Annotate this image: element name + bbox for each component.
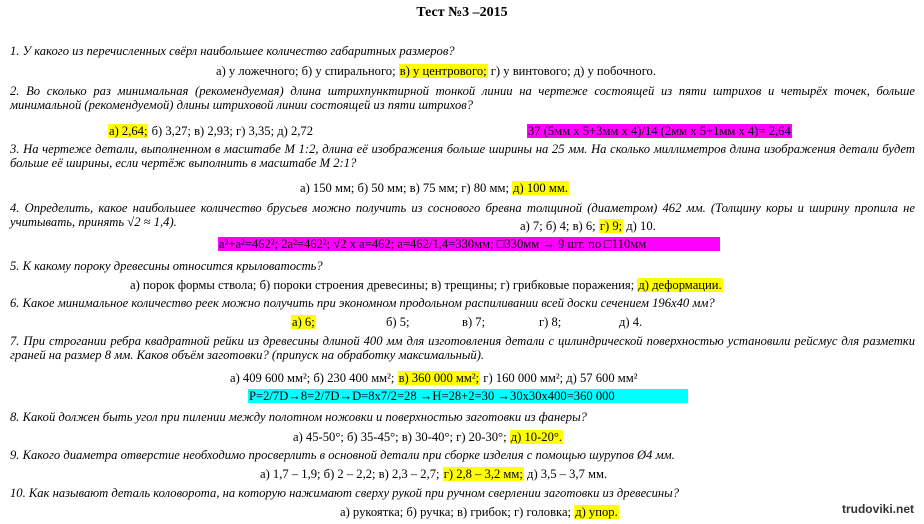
answers-5 bbox=[130, 278, 723, 292]
test-title: Тест №3 –2015 bbox=[416, 5, 508, 20]
question-10: 10. Как называют деталь коловорота, на которую нажимают сверху рукой при ручном сверлении заготовки из древесины? bbox=[10, 486, 680, 500]
answer-options: б) 3,27; в) 2,93; г) 3,35; д) 2,72 bbox=[148, 124, 314, 138]
solution-note: P=2/7D→8=2/7D→D=8x7/2=28 →H=28+2=30 →30x30x400=360 000 bbox=[248, 389, 688, 403]
solution-note: a²+a²=462²; 2a²=462²; √2 x a=462; a=462/1,4=330мм; □330мм → 9 шт. по □110мм bbox=[218, 237, 720, 251]
answer-option-d: г) 8; bbox=[539, 315, 562, 329]
correct-answer: д) упор. bbox=[575, 505, 618, 519]
correct-answer: д) 10-20°. bbox=[510, 430, 563, 444]
answer-options: а) рукоятка; б) ручка; в) грибок; г) головка; bbox=[340, 505, 575, 519]
correct-answer: д) деформации. bbox=[638, 278, 722, 292]
correct-answer: г) 2,8 – 3,2 мм; bbox=[443, 467, 523, 481]
answer-option-c: в) 7; bbox=[462, 315, 486, 329]
solution-note: 37 (5мм х 5+3мм х 4)/14 (2мм х 5+1мм х 4)= 2,64 bbox=[528, 124, 791, 138]
correct-answer: в) 360 000 мм²; bbox=[398, 371, 480, 385]
answers-7 bbox=[230, 371, 638, 385]
answers-4 bbox=[520, 219, 656, 233]
answers-3 bbox=[300, 181, 569, 195]
correct-answer: а) 2,64; bbox=[109, 124, 148, 138]
question-1: 1. У какого из перечисленных свёрл наибольшее количество габаритных размеров? bbox=[10, 44, 455, 58]
answer-options: а) 409 600 мм²; б) 230 400 мм²; bbox=[230, 371, 398, 385]
correct-answer: г) 9; bbox=[599, 219, 623, 233]
question-6: 6. Какое минимальное количество реек можно получить при экономном продольном распиливании всей доски сечением 196x40 мм? bbox=[10, 296, 715, 310]
correct-answer: а) 6; bbox=[292, 315, 315, 329]
answer-options: г) у винтового; д) у побочного. bbox=[487, 64, 657, 78]
watermark: trudoviki.net bbox=[841, 502, 914, 516]
question-7: 7. При строгании ребра квадратной рейки из древесины длиной 400 мм для изготовления детали с цилиндрической поверхностью установили рейсмус для разметки граней на размер 8 мм. Каков объём заготовки? (припуск на обработку максимальный). bbox=[10, 334, 915, 362]
answer-options: а) 7; б) 4; в) 6; bbox=[520, 219, 599, 233]
question-9: 9. Какого диаметра отверстие необходимо просверлить в основной детали при сборке изделия с помощью шурупов Ø4 мм. bbox=[10, 448, 675, 462]
correct-answer: в) у центрового; bbox=[399, 64, 487, 78]
answers-10 bbox=[340, 505, 619, 519]
question-2: 2. Во сколько раз минимальная (рекомендуемая) длина штрихпунктирной тонкой линии на чертеже состоящей из пяти штрихов и четырёх точек, больше минимальной (рекомендуемой) длины штриховой линии состоящей из пяти штрихов? bbox=[10, 84, 915, 112]
answer-options: г) 160 000 мм²; д) 57 600 мм² bbox=[480, 371, 638, 385]
correct-answer: д) 100 мм. bbox=[513, 181, 568, 195]
answer-options: а) 1,7 – 1,9; б) 2 – 2,2; в) 2,3 – 2,7; bbox=[260, 467, 443, 481]
question-5: 5. К какому пороку древесины относится крыловатость? bbox=[10, 259, 323, 273]
answers-8 bbox=[293, 430, 563, 444]
answer-options: а) у ложечного; б) у спирального; bbox=[216, 64, 399, 78]
answer-options: д) 3,5 – 3,7 мм. bbox=[523, 467, 608, 481]
answer-option-e: д) 4. bbox=[619, 315, 643, 329]
answers-1 bbox=[216, 64, 656, 78]
answer-option-b: б) 5; bbox=[386, 315, 410, 329]
question-4: 4. Определить, какое наибольшее количество брусьев можно получить из соснового бревна толщиной (диаметром) 462 мм. (Толщину коры и ширину пропила не учитывать, принять √2 ≈ 1,4). bbox=[10, 201, 915, 229]
answer-options: а) 150 мм; б) 50 мм; в) 75 мм; г) 80 мм; bbox=[300, 181, 513, 195]
answer-options: д) 10. bbox=[623, 219, 656, 233]
question-3: 3. На чертеже детали, выполненном в масштабе М 1:2, длина её изображения больше ширины на 25 мм. На сколько миллиметров длина изображения детали будет больше её ширины, если чертёж выполнить в масштабе М 2:1? bbox=[10, 142, 915, 170]
question-8: 8. Какой должен быть угол при пилении между полотном ножовки и поверхностью заготовки из фанеры? bbox=[10, 410, 587, 424]
answer-options: а) 45-50°; б) 35-45°; в) 30-40°; г) 20-30°; bbox=[293, 430, 510, 444]
answers-9 bbox=[260, 467, 607, 481]
answers-2 bbox=[108, 124, 313, 138]
answer-options: а) порок формы ствола; б) пороки строения древесины; в) трещины; г) грибковые поражения; bbox=[130, 278, 638, 292]
